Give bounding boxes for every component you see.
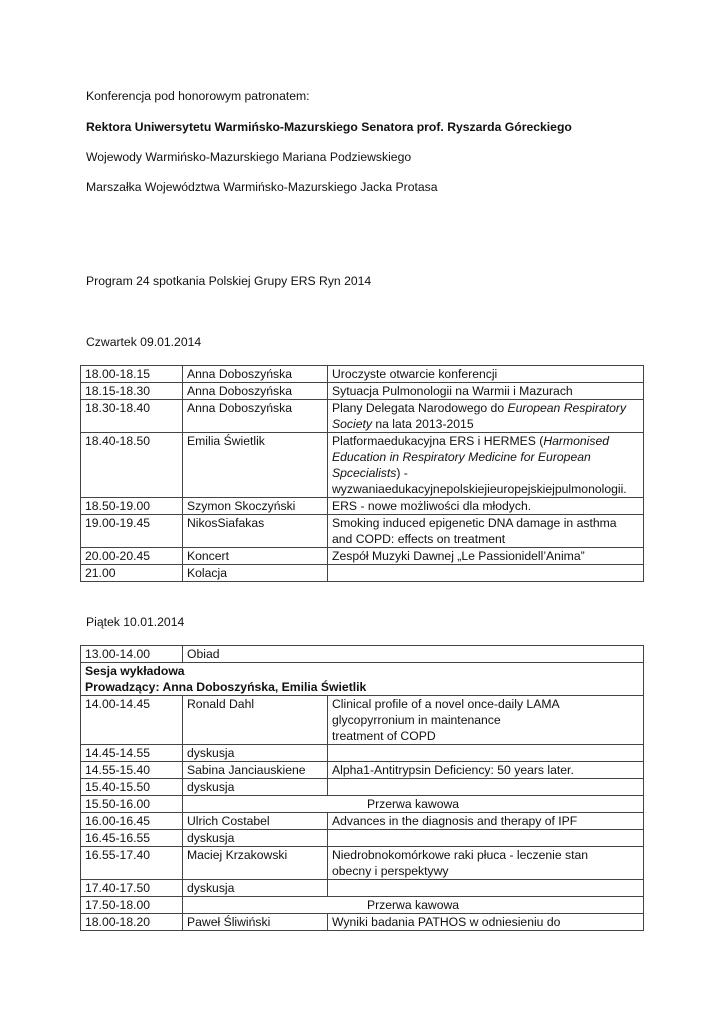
table-row [81, 813, 644, 830]
table-row [81, 383, 644, 400]
person-cell: Anna Doboszyńska [183, 400, 328, 433]
table-row [81, 548, 644, 565]
topic-italic: Spcecialists [332, 466, 397, 480]
time-cell: 18.50-19.00 [81, 498, 183, 515]
person-cell: NikosSiafakas [183, 515, 328, 548]
time-cell: 16.55-17.40 [81, 847, 183, 880]
topic-italic: Education in Respiratory Medicine for European [332, 450, 591, 464]
topic-cell [328, 515, 644, 548]
person-cell: Koncert [183, 548, 328, 565]
program-title: Program 24 spotkania Polskiej Grupy ERS Ryn 2014 [86, 274, 372, 288]
topic-cell: Zespół Muzyki Dawnej „Le Passionidell’Anima” [328, 548, 644, 565]
time-cell: 13.00-14.00 [81, 646, 183, 663]
person-cell: Emilia Świetlik [183, 433, 328, 498]
day2-label: Piątek 10.01.2014 [86, 615, 185, 629]
person-cell: Anna Doboszyńska [183, 383, 328, 400]
time-cell: 18.30-18.40 [81, 400, 183, 433]
person-cell: Szymon Skoczyński [183, 498, 328, 515]
topic-cell: Advances in the diagnosis and therapy of IPF [328, 813, 644, 830]
table-row [81, 745, 644, 762]
table-row [81, 366, 644, 383]
table-row [81, 646, 644, 663]
time-cell: 14.45-14.55 [81, 745, 183, 762]
time-cell: 17.40-17.50 [81, 880, 183, 897]
topic-italic: Society [332, 417, 372, 431]
break-cell: Przerwa kawowa [183, 897, 644, 914]
table-row [81, 779, 644, 796]
topic-cell: Sytuacja Pulmonologii na Warmii i Mazurach [328, 383, 644, 400]
topic-text: and COPD: effects on treatment [332, 532, 506, 546]
person-cell: dyskusja [183, 830, 328, 847]
topic-cell [328, 433, 644, 498]
table-row [81, 897, 644, 914]
topic-cell [328, 696, 644, 745]
session-chairs: Prowadzący: Anna Doboszyńska, Emilia Świetlik [85, 680, 367, 694]
patronage-heading: Konferencja pod honorowym patronatem: [86, 89, 310, 103]
table-row [81, 433, 644, 498]
patron-marshal: Marszałka Województwa Warmińsko-Mazurskiego Jacka Protasa [86, 180, 438, 194]
person-cell: Sabina Janciauskiene [183, 762, 328, 779]
topic-italic: Harmonised [543, 434, 610, 448]
patron-rector: Rektora Uniwersytetu Warmińsko-Mazurskiego Senatora prof. Ryszarda Góreckiego [86, 120, 572, 134]
person-cell: Ronald Dahl [183, 696, 328, 745]
table-row [81, 515, 644, 548]
time-cell: 17.50-18.00 [81, 897, 183, 914]
topic-cell [328, 745, 644, 762]
topic-text: treatment of COPD [332, 729, 436, 743]
day1-label: Czwartek 09.01.2014 [86, 335, 202, 349]
table-row [81, 498, 644, 515]
topic-text: na lata 2013-2015 [371, 417, 474, 431]
session-header-row [81, 663, 644, 696]
topic-cell [328, 880, 644, 897]
patron-voivode: Wojewody Warmińsko-Mazurskiego Mariana Podziewskiego [86, 150, 412, 164]
table-row [81, 696, 644, 745]
topic-cell: Wyniki badania PATHOS w odniesieniu do [328, 914, 644, 931]
session-header [81, 663, 644, 696]
time-cell: 18.15-18.30 [81, 383, 183, 400]
topic-text: ) - [396, 466, 408, 480]
table-row [81, 847, 644, 880]
session-title: Sesja wykładowa [85, 664, 185, 678]
topic-cell: ERS - nowe możliwości dla młodych. [328, 498, 644, 515]
person-cell: dyskusja [183, 779, 328, 796]
table-row [81, 762, 644, 779]
topic-cell [328, 400, 644, 433]
person-cell: Maciej Krzakowski [183, 847, 328, 880]
break-cell: Przerwa kawowa [183, 796, 644, 813]
topic-cell [328, 847, 644, 880]
time-cell: 19.00-19.45 [81, 515, 183, 548]
topic-cell: Uroczyste otwarcie konferencji [328, 366, 644, 383]
person-cell: dyskusja [183, 880, 328, 897]
time-cell: 14.00-14.45 [81, 696, 183, 745]
topic-text: Niedrobnokomórkowe raki płuca - leczenie stan [332, 848, 589, 862]
topic-text: glycopyrronium in maintenance [332, 713, 501, 727]
time-cell: 15.40-15.50 [81, 779, 183, 796]
time-cell: 16.00-16.45 [81, 813, 183, 830]
person-cell: Kolacja [183, 565, 328, 582]
day1-schedule-table [80, 365, 644, 582]
topic-text: wyzwaniaedukacyjnepolskiejieuropejskiejpulmonologii. [332, 482, 627, 496]
time-cell: 18.40-18.50 [81, 433, 183, 498]
table-row [81, 400, 644, 433]
time-cell: 14.55-15.40 [81, 762, 183, 779]
time-cell: 20.00-20.45 [81, 548, 183, 565]
person-cell: dyskusja [183, 745, 328, 762]
topic-cell [328, 779, 644, 796]
time-cell: 18.00-18.20 [81, 914, 183, 931]
topic-text: Smoking induced epigenetic DNA damage in asthma [332, 516, 617, 530]
table-row [81, 796, 644, 813]
person-cell: Ulrich Costabel [183, 813, 328, 830]
table-row [81, 914, 644, 931]
topic-text: Clinical profile of a novel once-daily LAMA [332, 697, 560, 711]
person-cell: Obiad [183, 646, 644, 663]
table-row [81, 880, 644, 897]
time-cell: 21.00 [81, 565, 183, 582]
topic-text: obecny i perspektywy [332, 864, 449, 878]
day2-schedule-table [80, 645, 644, 931]
topic-text: Plany Delegata Narodowego do [332, 401, 508, 415]
topic-text: Platformaedukacyjna ERS i HERMES ( [332, 434, 544, 448]
topic-cell: Alpha1-Antitrypsin Deficiency: 50 years later. [328, 762, 644, 779]
topic-italic: European Respiratory [507, 401, 627, 415]
table-row [81, 565, 644, 582]
time-cell: 18.00-18.15 [81, 366, 183, 383]
topic-cell [328, 565, 644, 582]
topic-cell [328, 830, 644, 847]
person-cell: Paweł Śliwiński [183, 914, 328, 931]
table-row [81, 830, 644, 847]
person-cell: Anna Doboszyńska [183, 366, 328, 383]
time-cell: 15.50-16.00 [81, 796, 183, 813]
time-cell: 16.45-16.55 [81, 830, 183, 847]
